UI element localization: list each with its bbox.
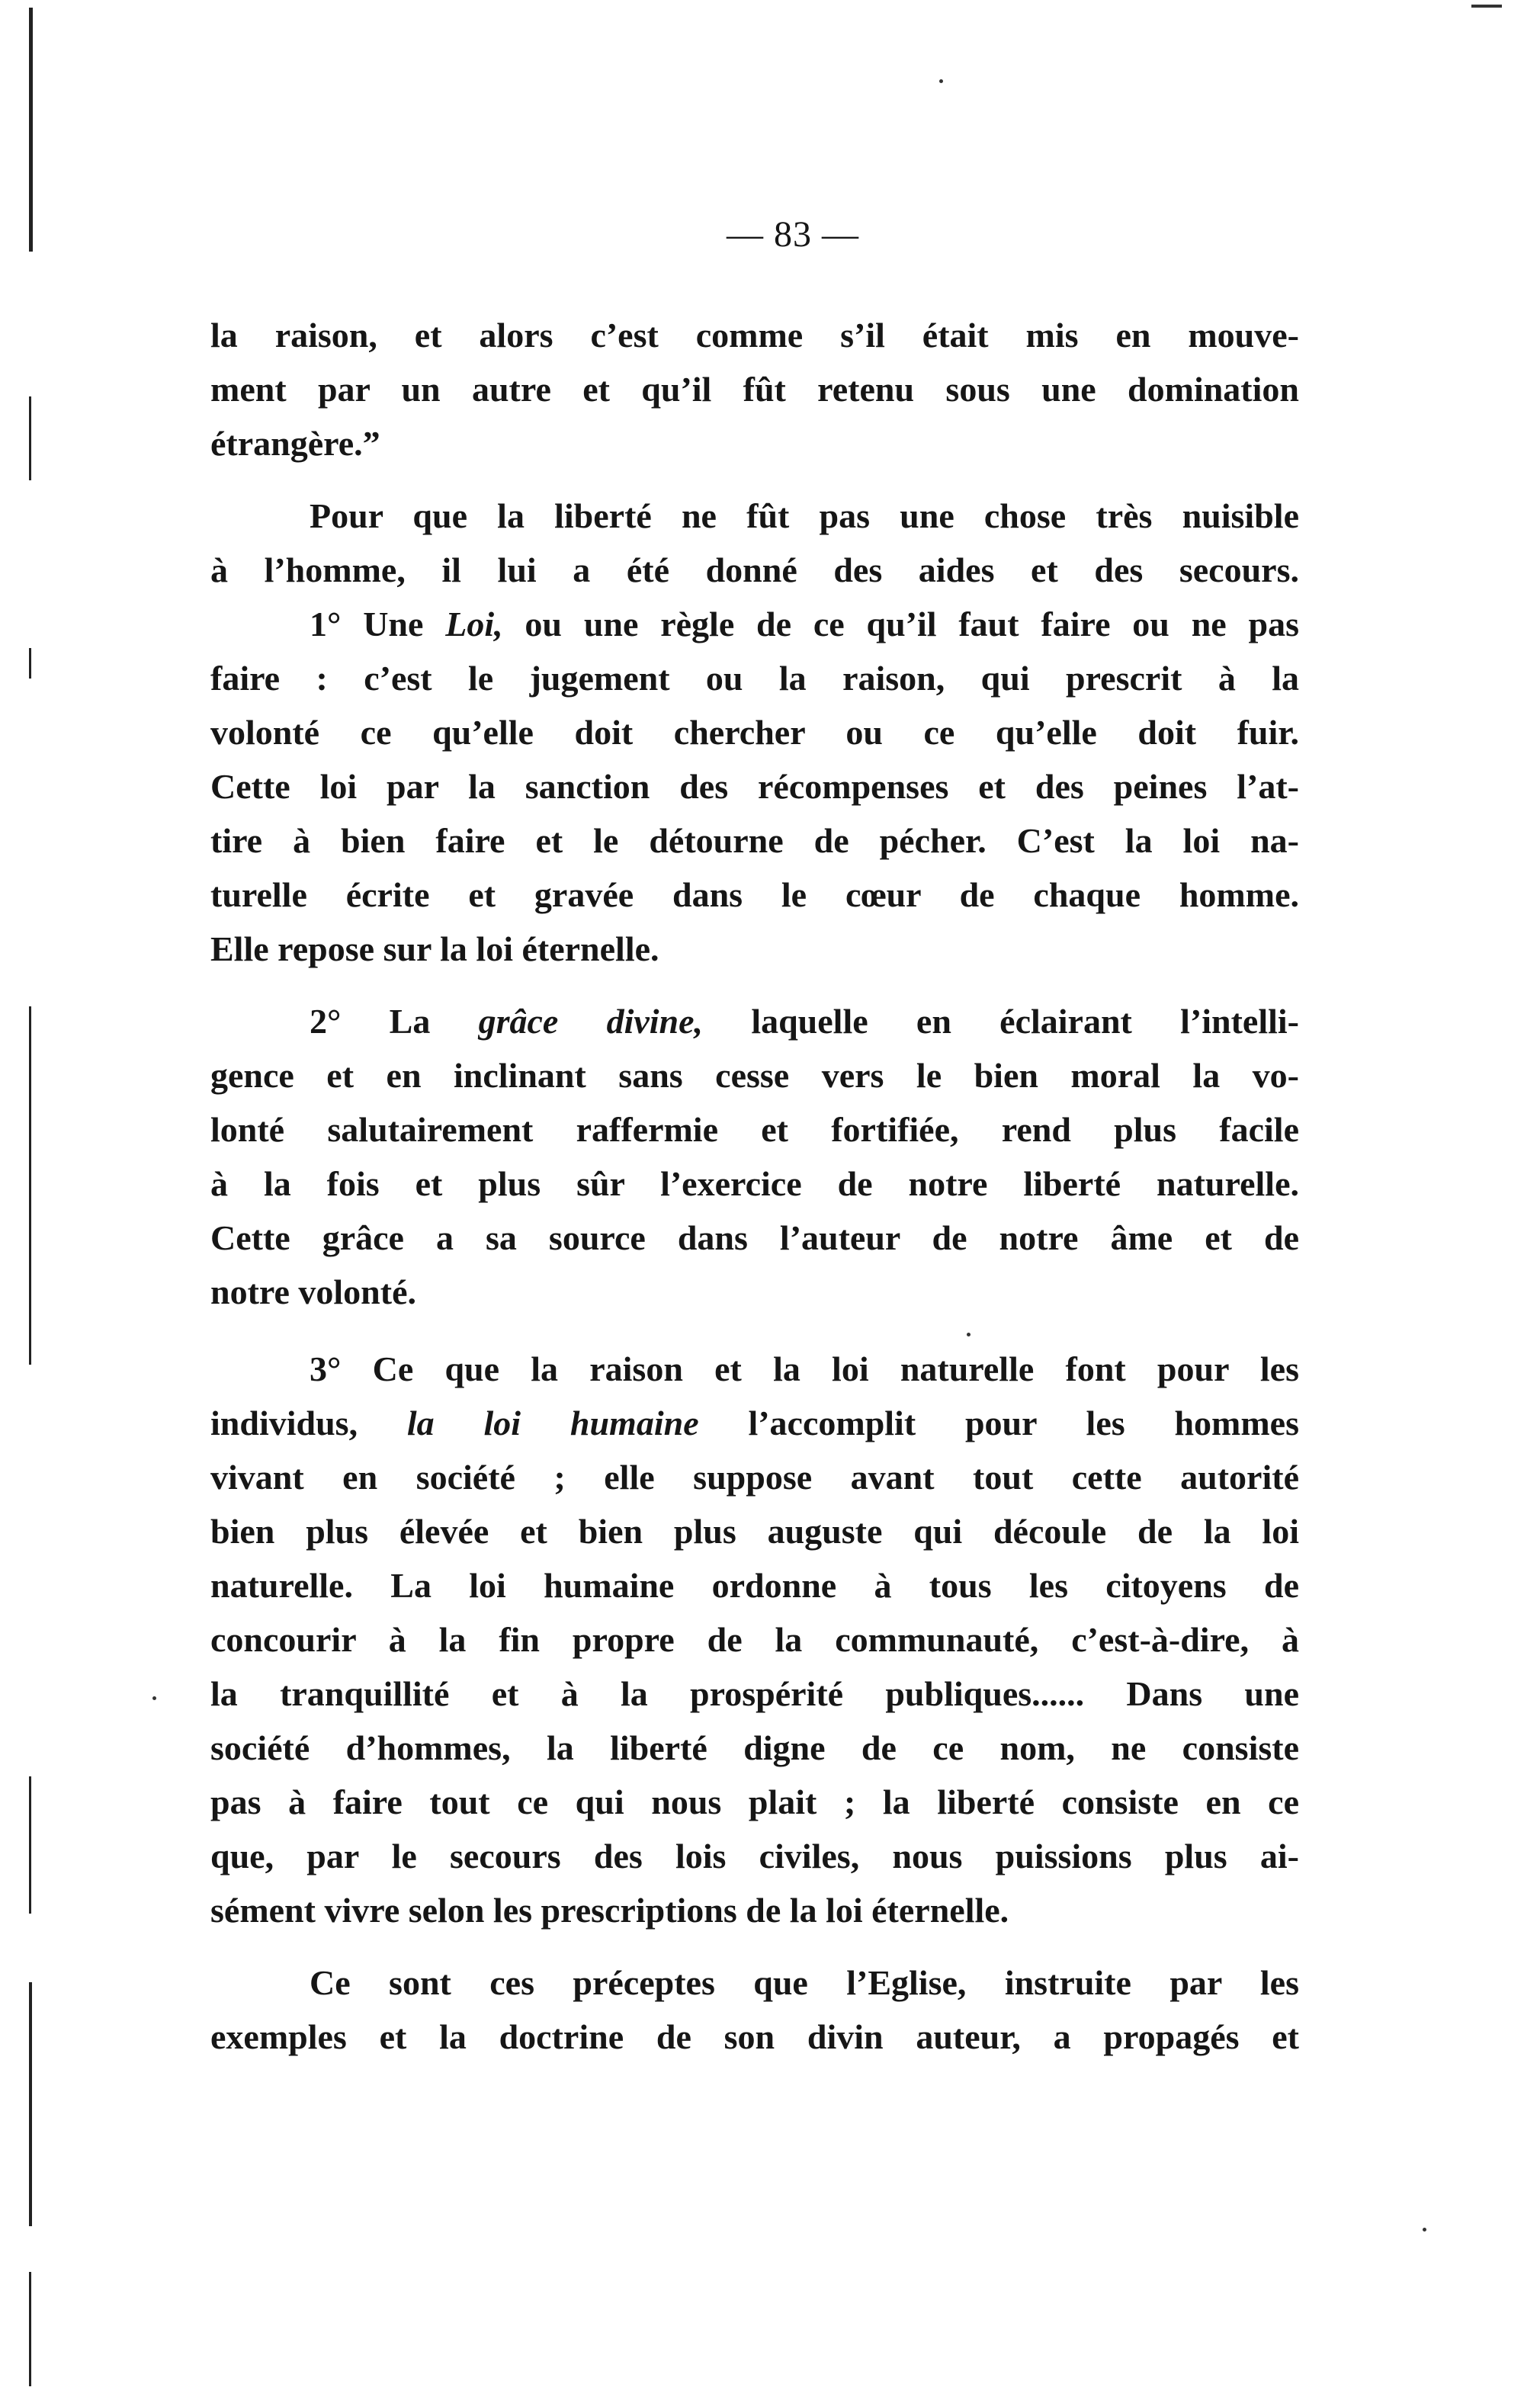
scan-speck — [1471, 5, 1502, 8]
scan-edge-mark — [29, 1982, 32, 2226]
emphasis-grace-divine: grâce divine, — [478, 1002, 704, 1041]
text-line: 1° Une Loi, ou une règle de ce qu’il faut faire ou ne pas — [310, 605, 1299, 643]
text-line: notre volonté. — [210, 1272, 417, 1311]
text-line: société d’hommes, la liberté digne de ce nom, ne consiste — [210, 1728, 1299, 1767]
text-line: à la fois et plus sûr l’exercice de notre liberté naturelle. — [210, 1164, 1299, 1203]
text-line: volonté ce qu’elle doit chercher ou ce qu’elle doit fuir. — [210, 713, 1299, 752]
text-line: que, par le secours des lois civiles, nous puissions plus ai- — [210, 1837, 1299, 1875]
text-line: ment par un autre et qu’il fût retenu sous une domination — [210, 370, 1299, 409]
text-line: vivant en société ; elle suppose avant tout cette autorité — [210, 1458, 1299, 1497]
scan-edge-mark — [29, 396, 31, 480]
text-line: la tranquillité et à la prospérité publiques...... Dans une — [210, 1674, 1299, 1713]
text-line: sément vivre selon les prescriptions de la loi éternelle. — [210, 1891, 1009, 1930]
text-line: gence et en inclinant sans cesse vers le bien moral la vo- — [210, 1056, 1299, 1095]
text-line: concourir à la fin propre de la communauté, c’est-à-dire, à — [210, 1620, 1299, 1659]
text-line: à l’homme, il lui a été donné des aides et des secours. — [210, 550, 1299, 589]
text-line: Elle repose sur la loi éternelle. — [210, 929, 659, 968]
scan-speck — [1423, 2228, 1426, 2232]
text-line: la raison, et alors c’est comme s’il était mis en mouve- — [210, 316, 1299, 355]
text-line: tire à bien faire et le détourne de pécher. C’est la loi na- — [210, 821, 1299, 860]
text-line: exemples et la doctrine de son divin auteur, a propagés et — [210, 2017, 1299, 2056]
page-number: — 83 — — [727, 214, 859, 255]
paragraph-start: Ce sont ces préceptes que l’Eglise, instruite par les — [310, 1963, 1299, 2002]
emphasis-loi: Loi, — [445, 605, 503, 643]
text-line: pas à faire tout ce qui nous plait ; la liberté consiste en ce — [210, 1782, 1299, 1821]
scan-speck — [939, 79, 943, 83]
paragraph-start: 2° La grâce divine, laquelle en éclairant l’intelli- — [310, 1002, 1299, 1041]
text-line: naturelle. La loi humaine ordonne à tous les citoyens de — [210, 1566, 1299, 1605]
text-line: lonté salutairement raffermie et fortifiée, rend plus facile — [210, 1110, 1299, 1149]
text-line: bien plus élevée et bien plus auguste qui découle de la loi — [210, 1512, 1299, 1551]
text-line: étrangère.” — [210, 424, 380, 463]
text-line: turelle écrite et gravée dans le cœur de chaque homme. — [210, 875, 1299, 914]
body-text — [210, 308, 1299, 2064]
scan-speck — [152, 1696, 156, 1700]
emphasis-loi-humaine: la loi humaine — [406, 1404, 699, 1442]
paragraph-start: 3° Ce que la raison et la loi naturelle font pour les — [310, 1349, 1299, 1388]
scan-edge-mark — [29, 648, 31, 679]
text-line: faire : c’est le jugement ou la raison, qui prescrit à la — [210, 659, 1299, 698]
paragraph-start: Pour que la liberté ne fût pas une chose très nuisible — [310, 496, 1299, 535]
text-line: Cette grâce a sa source dans l’auteur de notre âme et de — [210, 1218, 1299, 1257]
scan-edge-mark — [29, 2272, 31, 2386]
text-line: individus, la loi humaine l’accomplit pour les hommes — [210, 1404, 1300, 1442]
scan-edge-mark — [29, 1006, 31, 1365]
text-line: Cette loi par la sanction des récompenses et des peines l’at- — [210, 767, 1299, 806]
scan-edge-mark — [29, 1776, 31, 1914]
